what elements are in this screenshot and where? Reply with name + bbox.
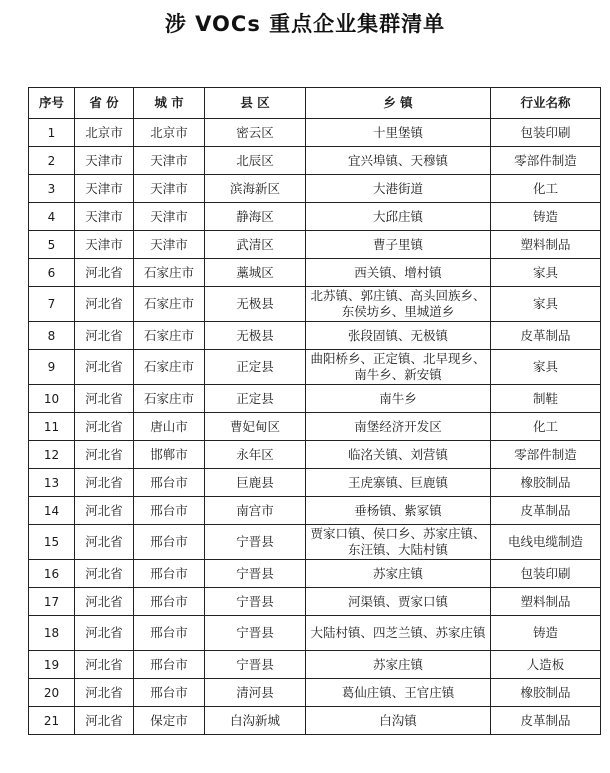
cell-industry: 橡胶制品 bbox=[491, 679, 601, 707]
cell-town: 大邱庄镇 bbox=[306, 203, 491, 231]
cell-no: 1 bbox=[29, 119, 75, 147]
cell-province: 天津市 bbox=[75, 175, 134, 203]
cell-city: 邢台市 bbox=[134, 616, 205, 651]
header-no: 序号 bbox=[29, 88, 75, 119]
cell-industry: 包装印刷 bbox=[491, 560, 601, 588]
cell-county: 静海区 bbox=[205, 203, 306, 231]
cell-city: 邢台市 bbox=[134, 679, 205, 707]
cell-industry: 铸造 bbox=[491, 203, 601, 231]
cell-no: 14 bbox=[29, 497, 75, 525]
cell-no: 5 bbox=[29, 231, 75, 259]
cell-industry: 人造板 bbox=[491, 651, 601, 679]
cell-county: 无极县 bbox=[205, 322, 306, 350]
cell-industry: 电线电缆制造 bbox=[491, 525, 601, 560]
enterprise-cluster-table bbox=[28, 87, 601, 735]
cell-no: 15 bbox=[29, 525, 75, 560]
cell-no: 7 bbox=[29, 287, 75, 322]
cell-province: 河北省 bbox=[75, 588, 134, 616]
cell-province: 河北省 bbox=[75, 469, 134, 497]
cell-county: 藁城区 bbox=[205, 259, 306, 287]
cell-town: 曹子里镇 bbox=[306, 231, 491, 259]
cell-province: 河北省 bbox=[75, 560, 134, 588]
cell-county: 无极县 bbox=[205, 287, 306, 322]
cell-county: 正定县 bbox=[205, 350, 306, 385]
cell-city: 邢台市 bbox=[134, 497, 205, 525]
table-row bbox=[29, 525, 601, 560]
cell-province: 河北省 bbox=[75, 287, 134, 322]
cell-province: 河北省 bbox=[75, 679, 134, 707]
cell-city: 保定市 bbox=[134, 707, 205, 735]
cell-industry: 皮革制品 bbox=[491, 497, 601, 525]
cell-industry: 铸造 bbox=[491, 616, 601, 651]
cell-province: 河北省 bbox=[75, 385, 134, 413]
cell-town: 西关镇、增村镇 bbox=[306, 259, 491, 287]
cell-county: 白沟新城 bbox=[205, 707, 306, 735]
cell-province: 河北省 bbox=[75, 322, 134, 350]
cell-town: 临洺关镇、刘营镇 bbox=[306, 441, 491, 469]
cell-no: 16 bbox=[29, 560, 75, 588]
cell-province: 河北省 bbox=[75, 259, 134, 287]
cell-town: 葛仙庄镇、王官庄镇 bbox=[306, 679, 491, 707]
header-county: 县 区 bbox=[205, 88, 306, 119]
cell-town: 苏家庄镇 bbox=[306, 560, 491, 588]
cell-city: 邢台市 bbox=[134, 560, 205, 588]
cell-industry: 化工 bbox=[491, 175, 601, 203]
table-row bbox=[29, 441, 601, 469]
cell-province: 河北省 bbox=[75, 497, 134, 525]
cell-province: 河北省 bbox=[75, 441, 134, 469]
cell-city: 邯郸市 bbox=[134, 441, 205, 469]
cell-industry: 家具 bbox=[491, 259, 601, 287]
cell-province: 北京市 bbox=[75, 119, 134, 147]
cell-province: 河北省 bbox=[75, 525, 134, 560]
cell-no: 18 bbox=[29, 616, 75, 651]
cell-town: 苏家庄镇 bbox=[306, 651, 491, 679]
table-row bbox=[29, 469, 601, 497]
cell-province: 河北省 bbox=[75, 413, 134, 441]
table-row bbox=[29, 497, 601, 525]
cell-city: 石家庄市 bbox=[134, 259, 205, 287]
cell-city: 邢台市 bbox=[134, 651, 205, 679]
cell-industry: 塑料制品 bbox=[491, 588, 601, 616]
cell-industry: 零部件制造 bbox=[491, 147, 601, 175]
cell-city: 石家庄市 bbox=[134, 385, 205, 413]
table-body bbox=[29, 119, 601, 735]
header-province: 省 份 bbox=[75, 88, 134, 119]
table-row bbox=[29, 588, 601, 616]
cell-town: 大港街道 bbox=[306, 175, 491, 203]
header-city: 城 市 bbox=[134, 88, 205, 119]
cell-industry: 皮革制品 bbox=[491, 707, 601, 735]
cell-city: 石家庄市 bbox=[134, 322, 205, 350]
cell-city: 天津市 bbox=[134, 231, 205, 259]
cell-county: 北辰区 bbox=[205, 147, 306, 175]
cell-no: 21 bbox=[29, 707, 75, 735]
cell-town: 南牛乡 bbox=[306, 385, 491, 413]
cell-province: 河北省 bbox=[75, 707, 134, 735]
cell-no: 4 bbox=[29, 203, 75, 231]
cell-no: 13 bbox=[29, 469, 75, 497]
cell-county: 滨海新区 bbox=[205, 175, 306, 203]
cell-county: 巨鹿县 bbox=[205, 469, 306, 497]
cell-county: 南宫市 bbox=[205, 497, 306, 525]
table-row bbox=[29, 679, 601, 707]
cell-county: 永年区 bbox=[205, 441, 306, 469]
header-industry: 行业名称 bbox=[491, 88, 601, 119]
cell-industry: 皮革制品 bbox=[491, 322, 601, 350]
cell-county: 宁晋县 bbox=[205, 616, 306, 651]
table-row bbox=[29, 231, 601, 259]
table-row bbox=[29, 385, 601, 413]
cell-city: 唐山市 bbox=[134, 413, 205, 441]
cell-town: 贾家口镇、侯口乡、苏家庄镇、东汪镇、大陆村镇 bbox=[306, 525, 491, 560]
cell-no: 10 bbox=[29, 385, 75, 413]
table-row bbox=[29, 287, 601, 322]
cell-county: 宁晋县 bbox=[205, 651, 306, 679]
cell-no: 8 bbox=[29, 322, 75, 350]
table-row bbox=[29, 616, 601, 651]
cell-town: 张段固镇、无极镇 bbox=[306, 322, 491, 350]
cell-no: 11 bbox=[29, 413, 75, 441]
table-row bbox=[29, 707, 601, 735]
cell-county: 密云区 bbox=[205, 119, 306, 147]
cell-county: 曹妃甸区 bbox=[205, 413, 306, 441]
cell-city: 邢台市 bbox=[134, 469, 205, 497]
header-town: 乡 镇 bbox=[306, 88, 491, 119]
cell-town: 十里堡镇 bbox=[306, 119, 491, 147]
table-row bbox=[29, 175, 601, 203]
table-header-row bbox=[29, 88, 601, 119]
table-row bbox=[29, 413, 601, 441]
cell-town: 河渠镇、贾家口镇 bbox=[306, 588, 491, 616]
cell-town: 北苏镇、郭庄镇、高头回族乡、东侯坊乡、里城道乡 bbox=[306, 287, 491, 322]
cell-no: 6 bbox=[29, 259, 75, 287]
cell-province: 河北省 bbox=[75, 616, 134, 651]
table-row bbox=[29, 322, 601, 350]
cell-industry: 橡胶制品 bbox=[491, 469, 601, 497]
cell-town: 垂杨镇、紫冢镇 bbox=[306, 497, 491, 525]
table-row bbox=[29, 560, 601, 588]
cell-town: 王虎寨镇、巨鹿镇 bbox=[306, 469, 491, 497]
cell-no: 3 bbox=[29, 175, 75, 203]
cell-town: 大陆村镇、四芝兰镇、苏家庄镇 bbox=[306, 616, 491, 651]
table-row bbox=[29, 119, 601, 147]
cell-industry: 制鞋 bbox=[491, 385, 601, 413]
cell-city: 天津市 bbox=[134, 203, 205, 231]
cell-no: 20 bbox=[29, 679, 75, 707]
cell-no: 17 bbox=[29, 588, 75, 616]
cell-county: 清河县 bbox=[205, 679, 306, 707]
cell-province: 河北省 bbox=[75, 651, 134, 679]
cell-town: 宜兴埠镇、天穆镇 bbox=[306, 147, 491, 175]
cell-industry: 塑料制品 bbox=[491, 231, 601, 259]
cell-town: 白沟镇 bbox=[306, 707, 491, 735]
cell-county: 宁晋县 bbox=[205, 588, 306, 616]
cell-industry: 家具 bbox=[491, 350, 601, 385]
cell-county: 正定县 bbox=[205, 385, 306, 413]
cell-no: 9 bbox=[29, 350, 75, 385]
cell-city: 石家庄市 bbox=[134, 350, 205, 385]
cell-county: 宁晋县 bbox=[205, 525, 306, 560]
table-row bbox=[29, 651, 601, 679]
cell-city: 天津市 bbox=[134, 175, 205, 203]
cell-no: 12 bbox=[29, 441, 75, 469]
table-row bbox=[29, 147, 601, 175]
cell-industry: 包装印刷 bbox=[491, 119, 601, 147]
cell-industry: 家具 bbox=[491, 287, 601, 322]
cell-town: 曲阳桥乡、正定镇、北早现乡、南牛乡、新安镇 bbox=[306, 350, 491, 385]
cell-industry: 零部件制造 bbox=[491, 441, 601, 469]
table-row bbox=[29, 350, 601, 385]
cell-city: 邢台市 bbox=[134, 588, 205, 616]
cell-city: 天津市 bbox=[134, 147, 205, 175]
cell-province: 天津市 bbox=[75, 203, 134, 231]
cell-no: 2 bbox=[29, 147, 75, 175]
cell-city: 邢台市 bbox=[134, 525, 205, 560]
cell-county: 宁晋县 bbox=[205, 560, 306, 588]
cell-town: 南堡经济开发区 bbox=[306, 413, 491, 441]
cell-province: 河北省 bbox=[75, 350, 134, 385]
table-row bbox=[29, 203, 601, 231]
cell-no: 19 bbox=[29, 651, 75, 679]
cell-industry: 化工 bbox=[491, 413, 601, 441]
cell-province: 天津市 bbox=[75, 147, 134, 175]
page-title: 涉 VOCs 重点企业集群清单 bbox=[164, 12, 446, 36]
cell-province: 天津市 bbox=[75, 231, 134, 259]
table-row bbox=[29, 259, 601, 287]
cell-county: 武清区 bbox=[205, 231, 306, 259]
cell-city: 北京市 bbox=[134, 119, 205, 147]
cell-city: 石家庄市 bbox=[134, 287, 205, 322]
